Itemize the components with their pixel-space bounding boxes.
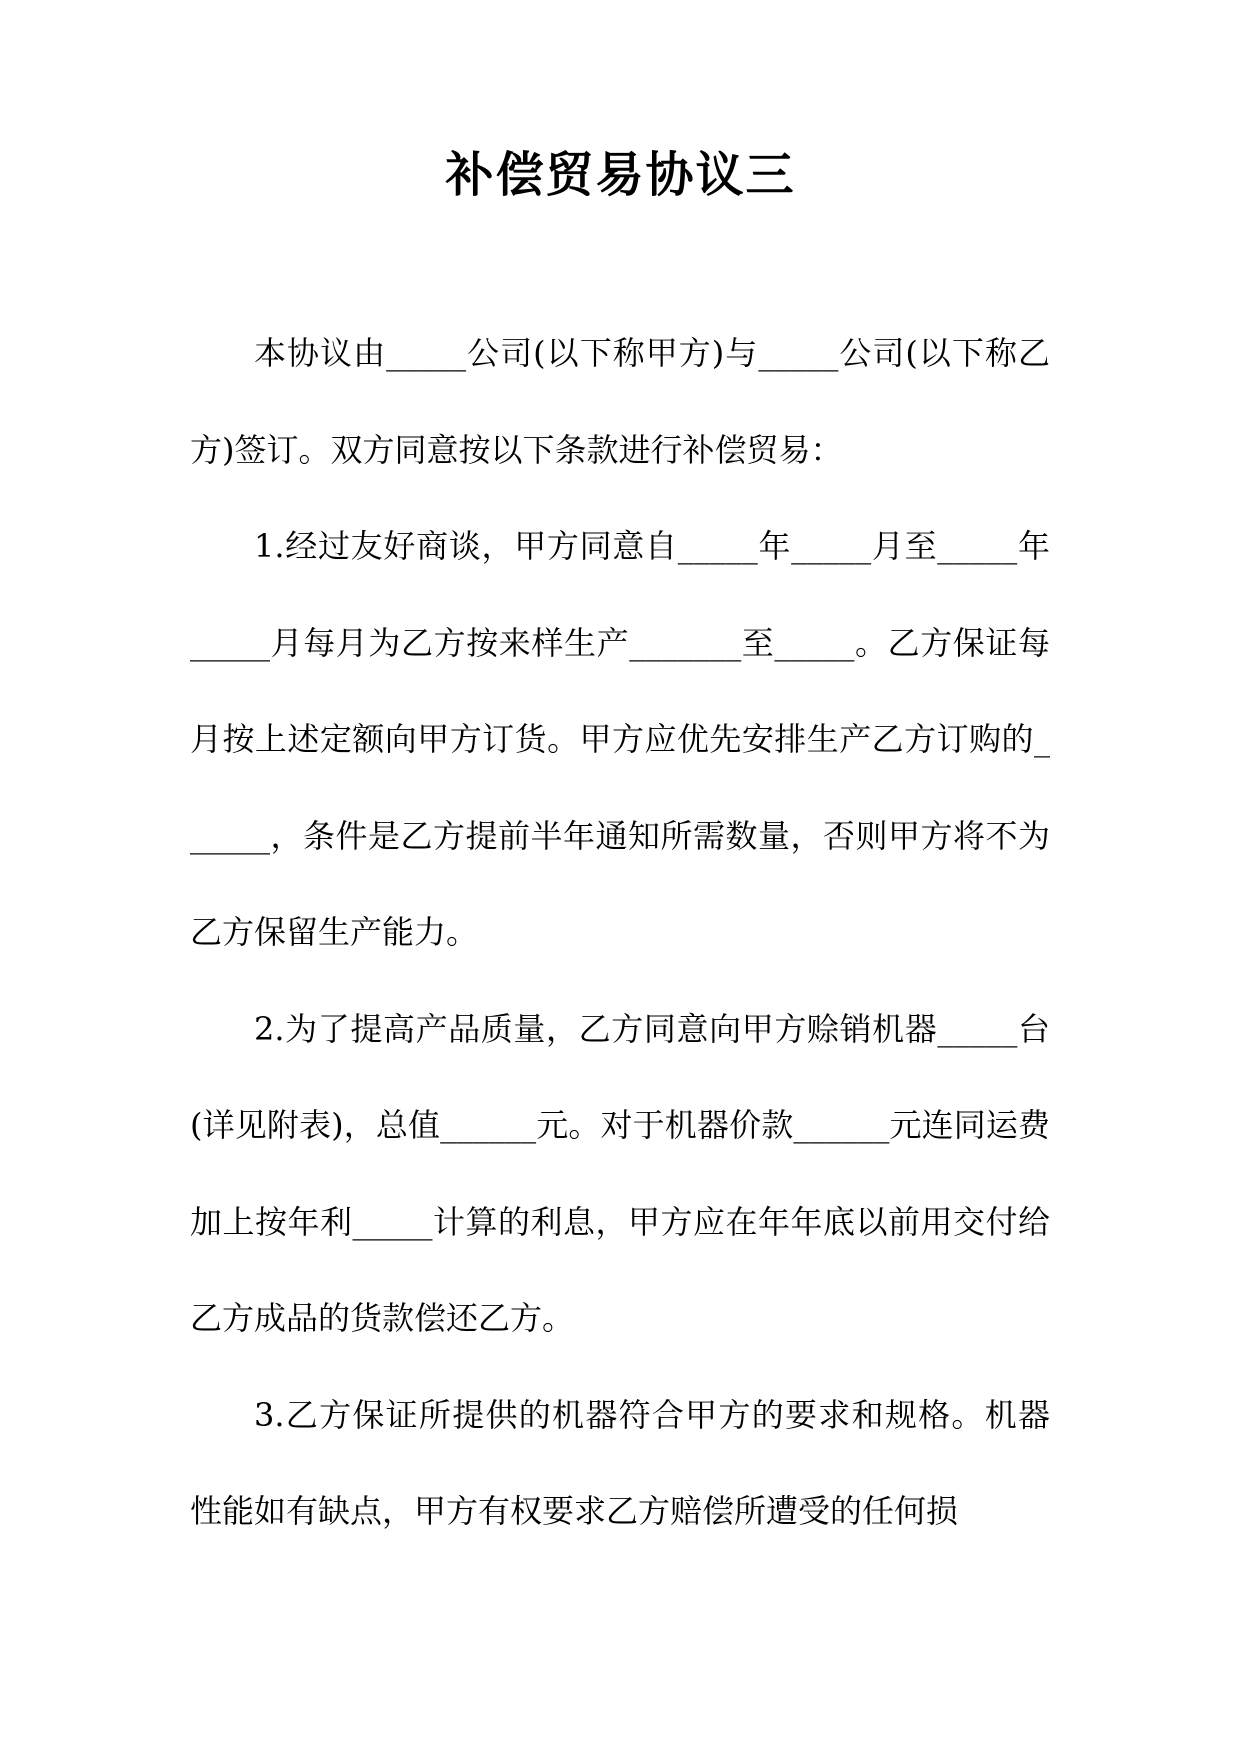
document-body xyxy=(190,305,1050,1560)
clause-3-paragraph: 3.乙方保证所提供的机器符合甲方的要求和规格。机器性能如有缺点，甲方有权要求乙方赔偿所遭受的任何损 xyxy=(190,1395,1050,1530)
clause-1-paragraph: 1.经过友好商谈，甲方同意自_____年_____月至_____年_____月每月为乙方按来样生产_______至_____。乙方保证每月按上述定额向甲方订货。甲方应优先安排生产乙方订购的______，条件是乙方提前半年通知所需数量，否则甲方将不为乙方保留生产能力。 xyxy=(190,527,1050,951)
clause-2-paragraph: 2.为了提高产品质量，乙方同意向甲方赊销机器_____台(详见附表)，总值______元。对于机器价款______元连同运费加上按年利_____计算的利息，甲方应在年年底以前用交付给乙方成品的货款偿还乙方。 xyxy=(190,1009,1050,1337)
document-title: 补偿贸易协议三 xyxy=(445,147,796,203)
intro-paragraph: 本协议由_____公司(以下称甲方)与_____公司(以下称乙方)签订。双方同意按以下条款进行补偿贸易： xyxy=(190,334,1050,469)
